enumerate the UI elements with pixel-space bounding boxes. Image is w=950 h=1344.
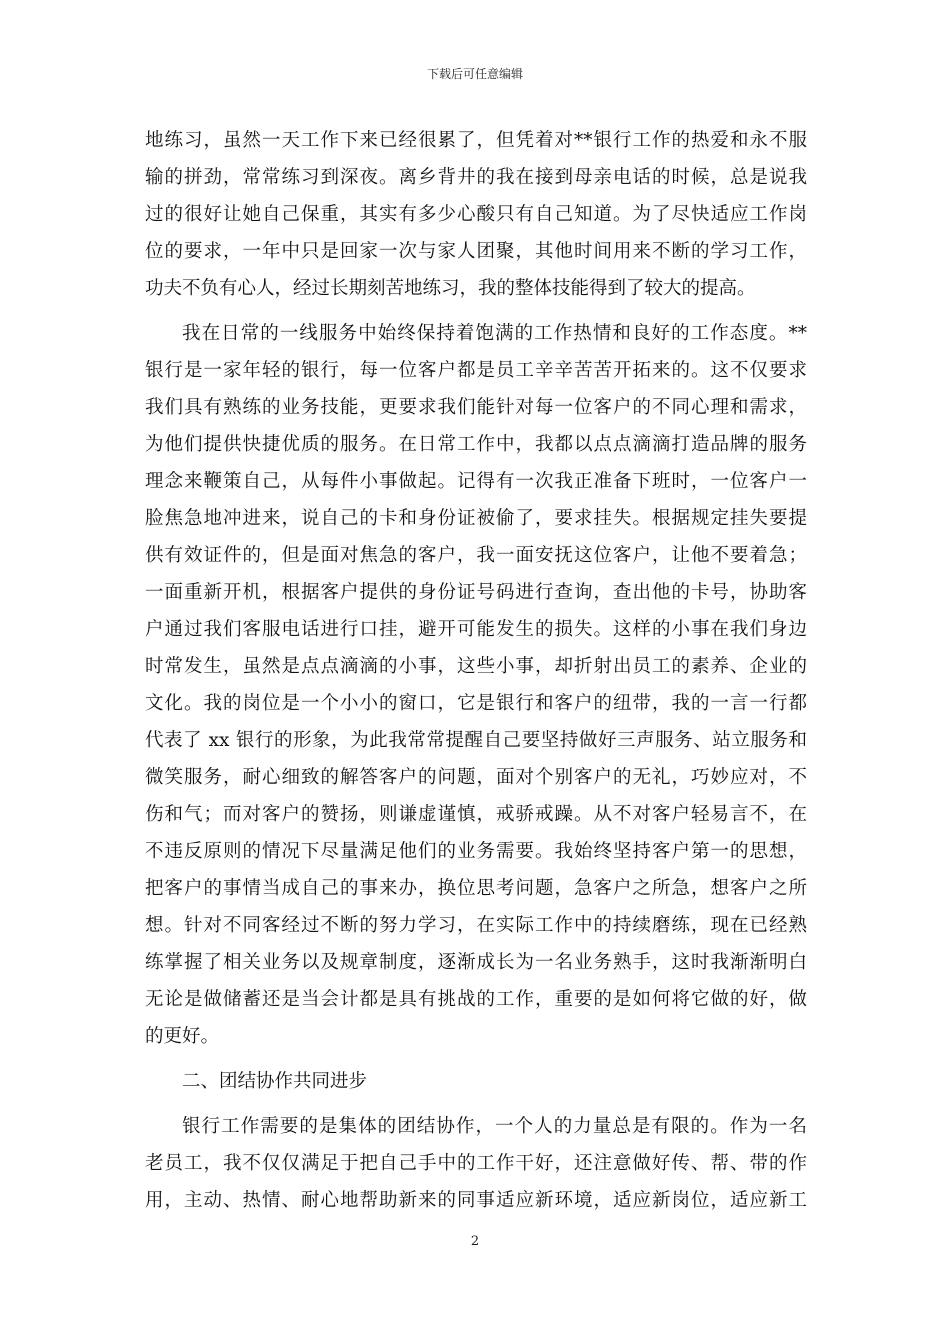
text-line: 为他们提供快捷优质的服务。在日常工作中，我都以点点滴滴打造品牌的服务 xyxy=(145,434,807,455)
text-line: 把客户的事情当成自己的事来办，换位思考问题，急客户之所急，想客户之所 xyxy=(145,878,807,899)
text-line: 时常发生，虽然是点点滴滴的小事，这些小事，却折射出员工的素养、企业的 xyxy=(145,656,807,677)
text-line: 的更好。 xyxy=(145,1026,220,1047)
paragraph-gap xyxy=(145,307,807,315)
text-line: 用，主动、热情、耐心地帮助新来的同事适应新环境，适应新岗位，适应新工 xyxy=(145,1190,807,1211)
text-line: 理念来鞭策自己，从每件小事做起。记得有一次我正准备下班时，一位客户一 xyxy=(145,471,807,492)
page-header: 下载后可任意编辑 xyxy=(426,67,523,81)
text-line: 代表了 xx 银行的形象，为此我常常提醒自己要坚持做好三声服务、站立服务和 xyxy=(145,730,807,751)
paragraph-3 xyxy=(145,1108,807,1219)
text-line: 老员工，我不仅仅满足于把自己手中的工作干好，还注意做好传、帮、带的作 xyxy=(145,1153,807,1174)
paragraph-1 xyxy=(145,122,807,307)
text-line: 微笑服务，耐心细致的解答客户的问题，面对个别客户的无礼，巧妙应对，不 xyxy=(145,767,807,788)
document-body xyxy=(145,122,807,1219)
text-line: 过的很好让她自己保重，其实有多少心酸只有自己知道。为了尽快适应工作岗 xyxy=(145,204,807,225)
text-line: 地练习，虽然一天工作下来已经很累了，但凭着对**银行工作的热爱和永不服 xyxy=(145,130,807,151)
text-line: 一面重新开机，根据客户提供的身份证号码进行查询，查出他的卡号，协助客 xyxy=(145,582,807,603)
text-line: 我在日常的一线服务中始终保持着饱满的工作热情和良好的工作态度。** xyxy=(182,323,807,344)
text-line: 伤和气；而对客户的赞扬，则谦虚谨慎，戒骄戒躁。从不对客户轻易言不，在 xyxy=(145,804,807,825)
text-line: 我们具有熟练的业务技能，更要求我们能针对每一位客户的不同心理和需求， xyxy=(145,397,807,418)
text-line: 脸焦急地冲进来，说自己的卡和身份证被偷了，要求挂失。根据规定挂失要提 xyxy=(145,508,807,529)
text-line: 银行工作需要的是集体的团结协作，一个人的力量总是有限的。作为一名 xyxy=(182,1116,807,1137)
text-line: 功夫不负有心人，经过长期刻苦地练习，我的整体技能得到了较大的提高。 xyxy=(145,278,756,299)
paragraph-2 xyxy=(145,315,807,1055)
text-line: 无论是做储蓄还是当会计都是具有挑战的工作，重要的是如何将它做的好，做 xyxy=(145,989,807,1010)
text-line: 位的要求，一年中只是回家一次与家人团聚，其他时间用来不断的学习工作， xyxy=(145,241,807,262)
text-line: 不违反原则的情况下尽量满足他们的业务需要。我始终坚持客户第一的思想， xyxy=(145,841,807,862)
text-line: 文化。我的岗位是一个小小的窗口，它是银行和客户的纽带，我的一言一行都 xyxy=(145,693,807,714)
text-line: 供有效证件的，但是面对焦急的客户，我一面安抚这位客户，让他不要着急； xyxy=(145,545,807,566)
text-line: 练掌握了相关业务以及规章制度，逐渐成长为一名业务熟手，这时我渐渐明白 xyxy=(145,952,807,973)
paragraph-gap xyxy=(145,1055,807,1063)
text-line: 银行是一家年轻的银行，每一位客户都是员工辛辛苦苦开拓来的。这不仅要求 xyxy=(145,360,807,381)
text-line: 想。针对不同客经过不断的努力学习，在实际工作中的持续磨练，现在已经熟 xyxy=(145,915,807,936)
page-number: 2 xyxy=(470,1234,480,1249)
section-heading xyxy=(145,1063,807,1100)
text-line: 户通过我们客服电话进行口挂，避开可能发生的损失。这样的小事在我们身边 xyxy=(145,619,807,640)
text-line: 输的拼劲，常常练习到深夜。离乡背井的我在接到母亲电话的时候，总是说我 xyxy=(145,167,807,188)
paragraph-gap xyxy=(145,1100,807,1108)
section-heading-text: 二、团结协作共同进步 xyxy=(182,1071,368,1092)
